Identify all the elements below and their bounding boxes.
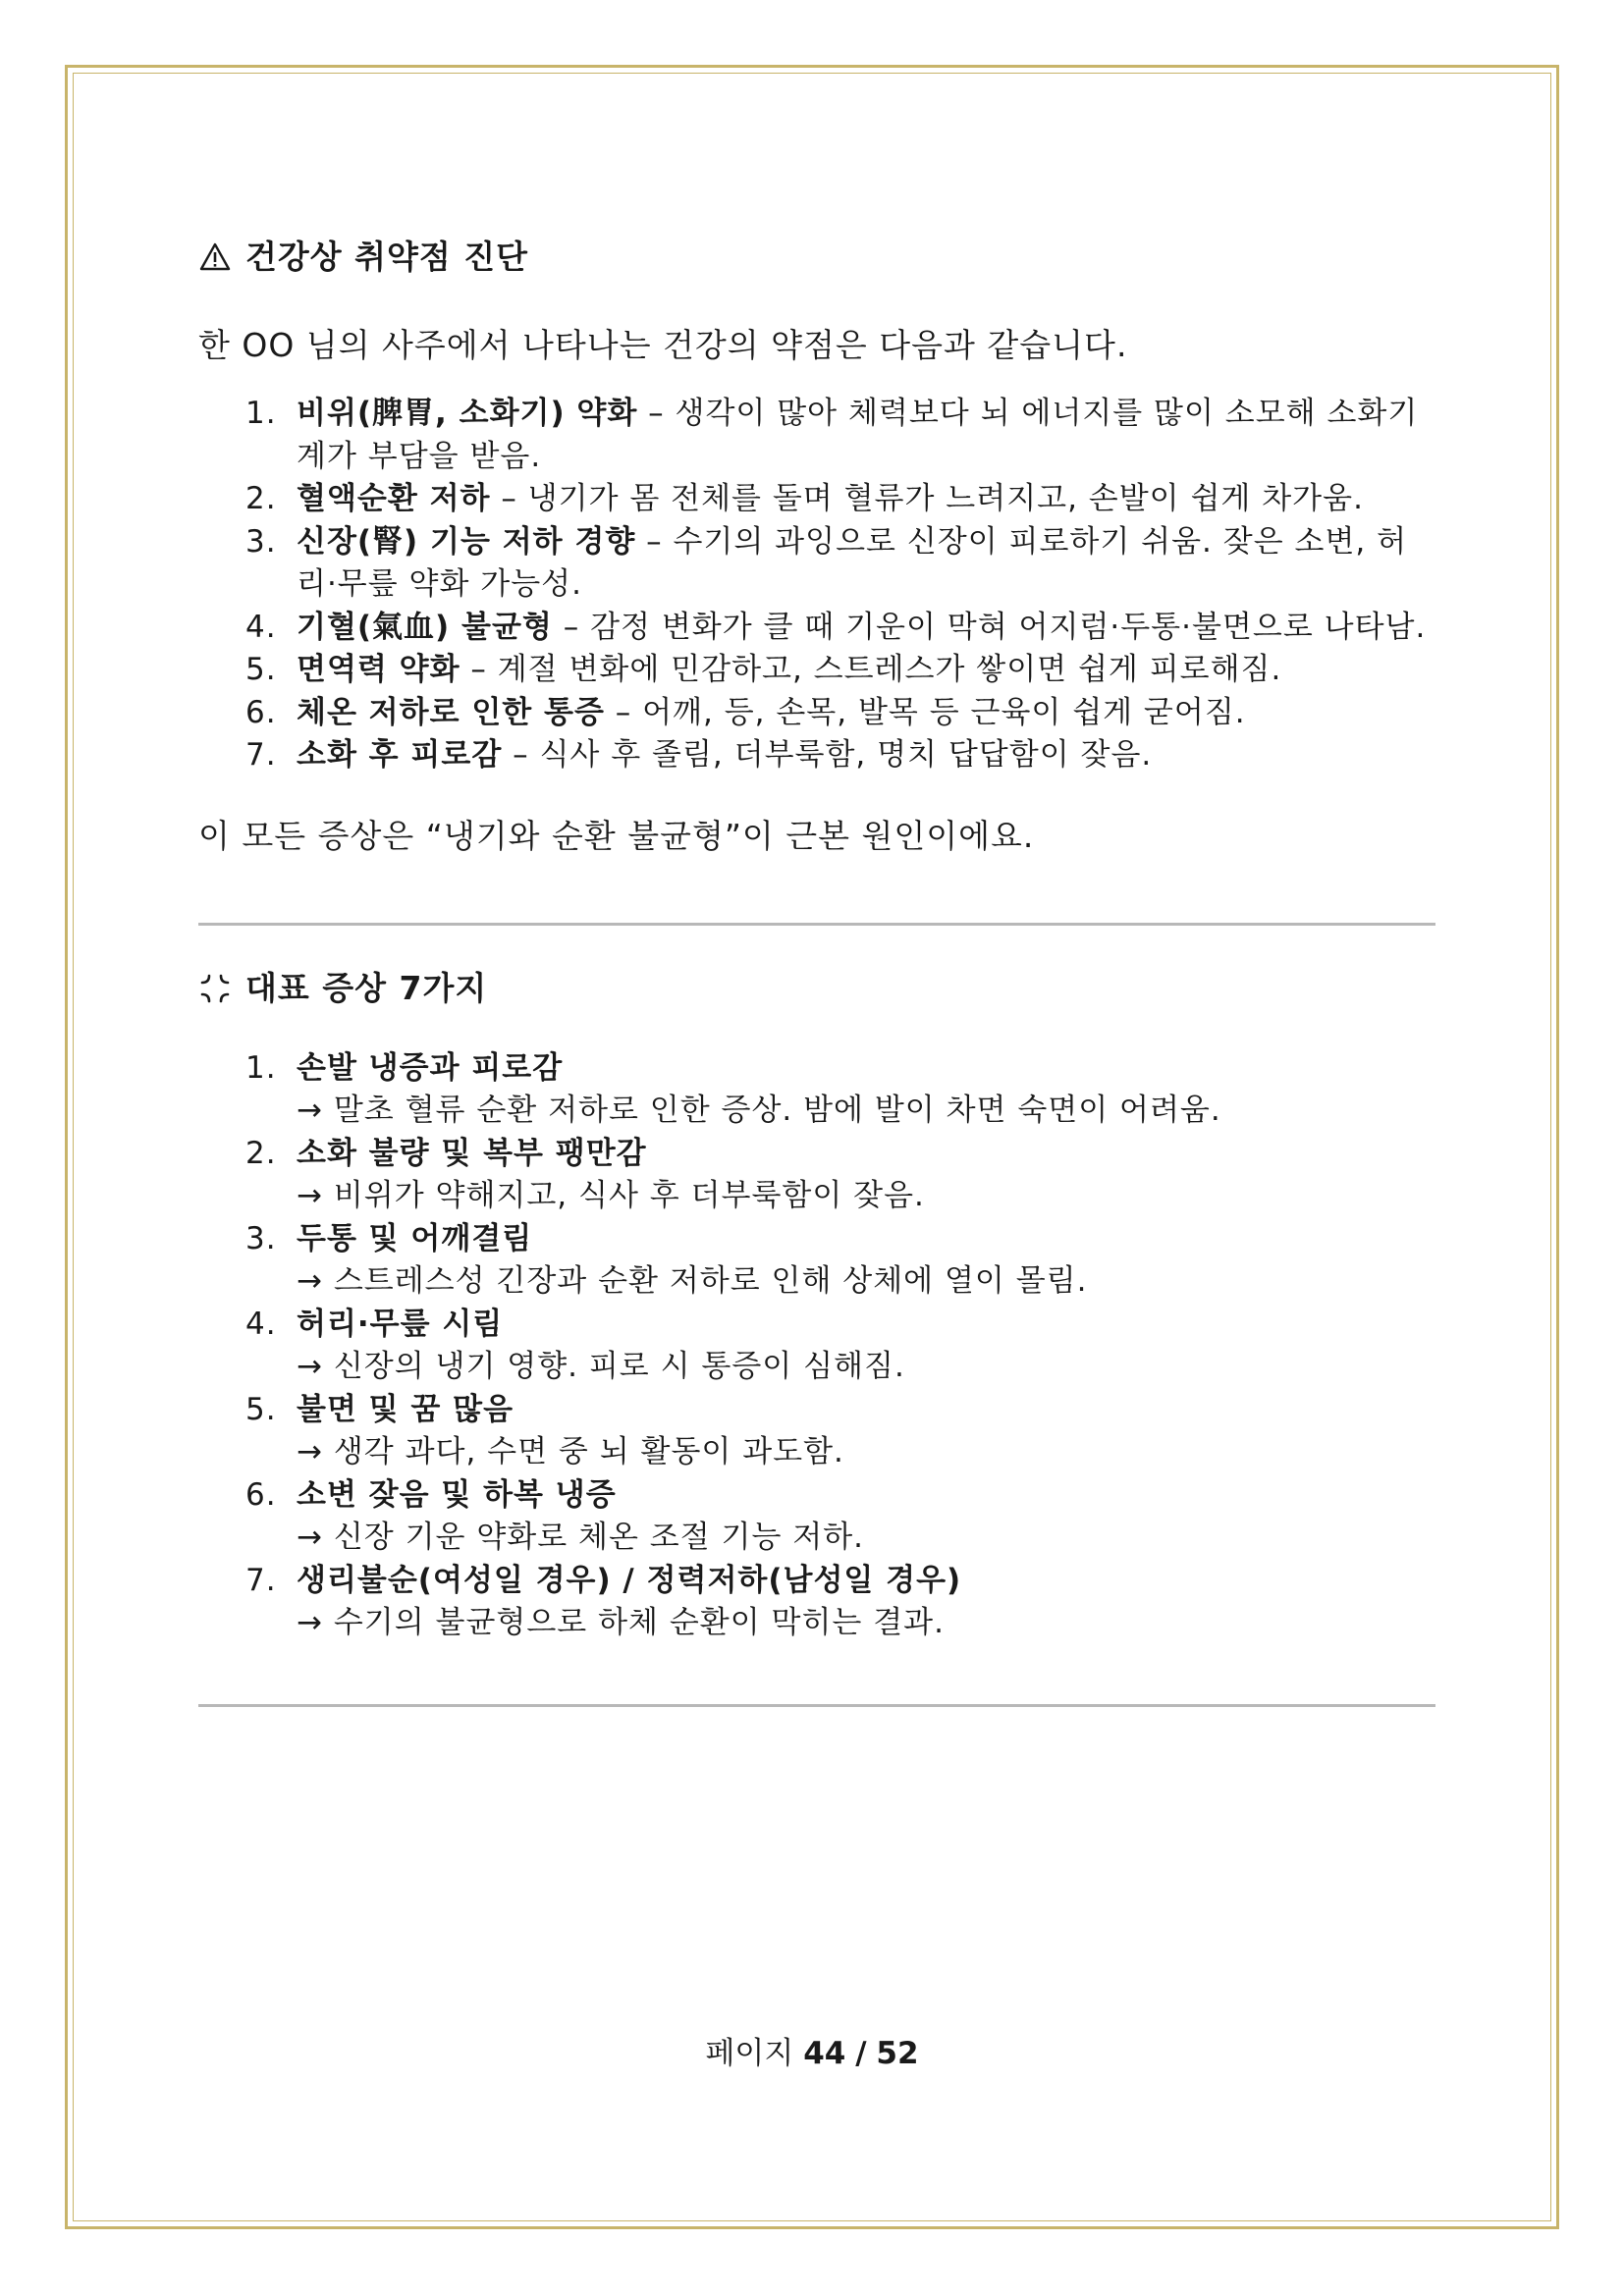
item-number: 6. [245, 1476, 277, 1513]
item-title: 체온 저하로 인한 통증 [297, 694, 605, 730]
item-title: 손발 냉증과 피로감 [297, 1049, 564, 1086]
list-item [198, 734, 1435, 777]
item-title: 소화 후 피로감 [297, 737, 503, 773]
item-number: 6. [245, 694, 277, 730]
section-divider [198, 923, 1435, 926]
page-content [198, 236, 1435, 1707]
page-label: 페이지 [705, 2036, 794, 2071]
item-title: 비위(脾胃, 소화기) 약화 [297, 396, 638, 431]
item-title: 혈액순환 저하 [297, 481, 491, 516]
item-title: 생리불순(여성일 경우) / 정력저하(남성일 경우) [297, 1562, 962, 1598]
item-number: 7. [245, 737, 277, 773]
item-title: 신장(腎) 기능 저하 경향 [297, 523, 636, 560]
current-page: 44 [803, 2036, 846, 2071]
list-item [198, 478, 1435, 521]
item-number: 1. [245, 1049, 277, 1086]
list-item [198, 692, 1435, 735]
item-number: 2. [245, 1135, 277, 1171]
item-desc: → 신장의 냉기 영향. 피로 시 통증이 심해짐. [297, 1349, 905, 1384]
section-divider [198, 1704, 1435, 1707]
item-desc: → 비위가 약해지고, 식사 후 더부룩함이 잦음. [297, 1178, 925, 1213]
anger-symbol-icon [198, 972, 232, 1005]
item-title: 기혈(氣血) 불균형 [297, 609, 553, 645]
list-item [198, 1560, 1435, 1645]
item-title: 두통 및 어깨결림 [297, 1220, 533, 1256]
list-item [198, 1047, 1435, 1133]
item-desc: – 식사 후 졸림, 더부룩함, 명치 답답함이 잦음. [502, 737, 1153, 773]
item-desc: – 어깨, 등, 손목, 발목 등 근육이 쉽게 굳어짐. [604, 694, 1246, 730]
list-item [198, 1304, 1435, 1389]
list-item [198, 521, 1435, 607]
section-heading-text: 대표 증상 7가지 [245, 968, 488, 1007]
section-heading-symptoms [198, 967, 1435, 1010]
item-title: 소변 잦음 및 하복 냉증 [297, 1476, 617, 1513]
item-title: 허리·무릎 시림 [297, 1306, 504, 1342]
item-number: 5. [245, 652, 277, 687]
item-number: 4. [245, 1306, 277, 1342]
item-number: 1. [245, 396, 277, 431]
item-number: 4. [245, 609, 277, 645]
section-heading-text: 건강상 취약점 진단 [245, 238, 529, 276]
item-desc: → 수기의 불균형으로 하체 순환이 막히는 결과. [297, 1605, 945, 1640]
section-heading-health-weakness [198, 236, 1435, 279]
list-item [198, 1218, 1435, 1304]
weakness-list [198, 393, 1435, 777]
page-separator: / [855, 2036, 867, 2071]
intro-text: 한 OO 님의 사주에서 나타나는 건강의 약점은 다음과 같습니다. [198, 326, 1128, 364]
list-item [198, 607, 1435, 650]
item-number: 7. [245, 1562, 277, 1598]
item-number: 3. [245, 1220, 277, 1256]
closing-text: 이 모든 증상은 “냉기와 순환 불균형”이 근본 원인이에요. [198, 816, 1035, 855]
list-item [198, 393, 1435, 478]
item-number: 3. [245, 523, 277, 560]
item-desc: – 계절 변화에 민감하고, 스트레스가 쌓이면 쉽게 피로해짐. [460, 652, 1282, 687]
list-item [198, 1389, 1435, 1474]
item-desc: → 스트레스성 긴장과 순환 저하로 인해 상체에 열이 몰림. [297, 1263, 1088, 1299]
list-item [198, 649, 1435, 692]
item-number: 5. [245, 1391, 277, 1427]
list-item [198, 1133, 1435, 1218]
item-desc: → 말초 혈류 순환 저하로 인한 증상. 밤에 발이 차면 숙면이 어려움. [297, 1093, 1221, 1128]
item-desc: – 냉기가 몸 전체를 돌며 혈류가 느려지고, 손발이 쉽게 차가움. [490, 481, 1364, 516]
item-desc: → 신장 기운 약화로 체온 조절 기능 저하. [297, 1520, 864, 1555]
item-title: 면역력 약화 [297, 652, 460, 687]
item-desc: – 감정 변화가 클 때 기운이 막혀 어지럼·두통·불면으로 나타남. [552, 609, 1427, 645]
item-desc: → 생각 과다, 수면 중 뇌 활동이 과도함. [297, 1434, 844, 1469]
item-desc: – 생각이 많아 체력보다 뇌 에너지를 많이 소모해 소화기계가 부담을 받음. [297, 396, 1419, 474]
item-title: 불면 및 꿈 많음 [297, 1391, 514, 1427]
list-item [198, 1474, 1435, 1560]
page-number [0, 2034, 1624, 2073]
symptom-list [198, 1047, 1435, 1645]
total-pages: 52 [876, 2036, 919, 2071]
item-title: 소화 불량 및 복부 팽만감 [297, 1135, 647, 1171]
item-number: 2. [245, 481, 277, 516]
warning-icon [198, 240, 232, 274]
item-desc: – 수기의 과잉으로 신장이 피로하기 쉬움. 잦은 소변, 허리·무릎 약화 가능성. [297, 523, 1408, 602]
